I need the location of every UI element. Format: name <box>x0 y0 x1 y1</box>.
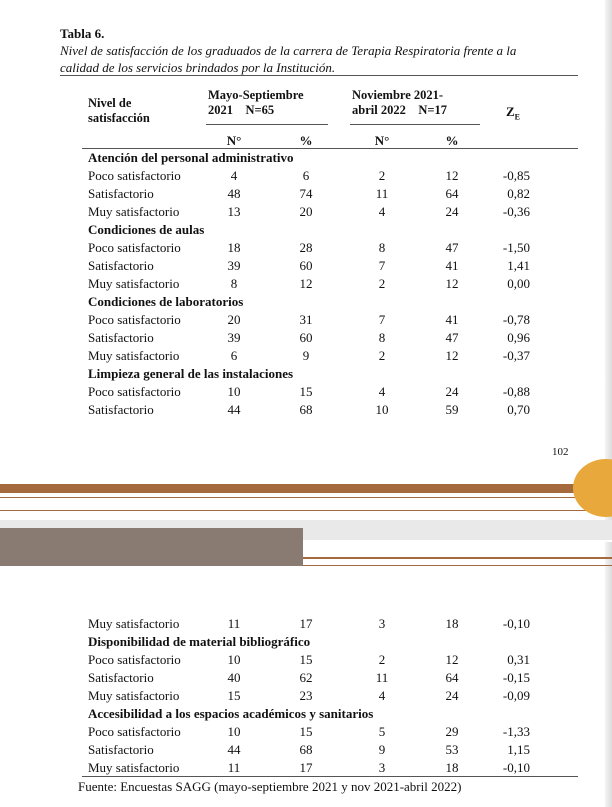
header-period2-line <box>352 103 447 118</box>
cell-p1: 17 <box>299 616 313 631</box>
cell-z: -0,10 <box>502 616 530 631</box>
subheader-rule-2 <box>350 124 480 125</box>
cell-p1: 68 <box>299 402 313 417</box>
cell-n2: 4 <box>378 688 386 703</box>
cell-p2: 64 <box>445 186 459 201</box>
col-p1: % <box>299 133 313 148</box>
cell-n2: 8 <box>378 330 386 345</box>
row-label: Satisfactorio <box>88 330 154 345</box>
cell-n2: 2 <box>378 168 386 183</box>
cell-n2: 8 <box>378 240 386 255</box>
cell-n2: 2 <box>378 276 386 291</box>
row-label: Muy satisfactorio <box>88 348 180 363</box>
section-heading: Accesibilidad a los espacios académicos y sanitarios <box>88 706 374 721</box>
subheader-rule-1 <box>206 124 328 125</box>
cell-n2: 4 <box>378 384 386 399</box>
cell-n1: 15 <box>227 688 241 703</box>
cell-n1: 10 <box>227 652 241 667</box>
header-level <box>88 96 150 126</box>
footer-band <box>0 484 578 493</box>
header-period1-n: N=65 <box>245 103 275 117</box>
footer-line <box>0 497 590 498</box>
cell-p2: 41 <box>445 312 459 327</box>
row-label: Muy satisfactorio <box>88 688 180 703</box>
cell-n1: 39 <box>227 258 241 273</box>
header-period2 <box>352 88 447 118</box>
row-label: Poco satisfactorio <box>88 168 181 183</box>
table-title: Tabla 6. <box>60 26 105 41</box>
header-line <box>303 565 612 566</box>
cell-p1: 20 <box>299 204 313 219</box>
cell-p2: 53 <box>445 742 459 757</box>
header-gray-band <box>0 528 303 566</box>
cell-z: 0,82 <box>507 186 530 201</box>
page-edge-shadow <box>605 0 612 520</box>
cell-p1: 28 <box>299 240 313 255</box>
header-ze-sub: E <box>514 112 521 122</box>
cell-n2: 9 <box>378 742 386 757</box>
cell-p1: 17 <box>299 760 313 775</box>
cell-n1: 10 <box>227 724 241 739</box>
cell-p1: 74 <box>299 186 313 201</box>
header-bottom-rule <box>82 148 578 149</box>
cell-n2: 10 <box>375 402 389 417</box>
cell-n2: 11 <box>375 670 389 685</box>
cell-p1: 15 <box>299 384 313 399</box>
table-caption-line: calidad de los servicios brindados por la Institución. <box>60 60 336 75</box>
cell-p2: 18 <box>445 760 459 775</box>
cell-p2: 41 <box>445 258 459 273</box>
cell-z: 0,31 <box>507 652 530 667</box>
col-n1: N° <box>226 133 242 148</box>
col-p2: % <box>445 133 459 148</box>
cell-z: -0,10 <box>502 760 530 775</box>
cell-n1: 20 <box>227 312 241 327</box>
cell-n2: 7 <box>378 312 386 327</box>
cell-p1: 12 <box>299 276 313 291</box>
cell-p2: 12 <box>445 276 459 291</box>
cell-z: -0,88 <box>502 384 530 399</box>
cell-n1: 11 <box>227 616 241 631</box>
cell-z: 1,15 <box>507 742 530 757</box>
cell-p1: 68 <box>299 742 313 757</box>
col-n2: N° <box>374 133 390 148</box>
cell-z: -0,85 <box>502 168 530 183</box>
section-heading: Disponibilidad de material bibliográfico <box>88 634 311 649</box>
header-ze <box>506 104 520 122</box>
row-label: Poco satisfactorio <box>88 652 181 667</box>
cell-n1: 8 <box>230 276 238 291</box>
cell-z: -0,36 <box>502 204 530 219</box>
cell-p1: 60 <box>299 258 313 273</box>
cell-p2: 24 <box>445 688 459 703</box>
cell-n1: 39 <box>227 330 241 345</box>
footer-line <box>0 510 590 511</box>
row-label: Satisfactorio <box>88 742 154 757</box>
table-caption-line: Nivel de satisfacción de los graduados de la carrera de Terapia Respiratoria frente a la <box>60 43 517 58</box>
header-period1 <box>208 88 304 118</box>
top-rule <box>60 75 578 76</box>
cell-z: -0,78 <box>502 312 530 327</box>
row-label: Poco satisfactorio <box>88 724 181 739</box>
header-period2-line: Noviembre 2021- <box>352 88 444 102</box>
section-heading: Atención del personal administrativo <box>88 150 294 165</box>
row-label: Satisfactorio <box>88 186 154 201</box>
cell-n2: 2 <box>378 652 386 667</box>
header-level-line: Nivel de <box>88 96 132 110</box>
cell-p2: 47 <box>445 330 459 345</box>
cell-n1: 11 <box>227 760 241 775</box>
cell-p2: 12 <box>445 168 459 183</box>
header-period2-dates: abril 2022 <box>352 103 406 117</box>
header-line <box>303 557 612 559</box>
cell-z: 0,70 <box>507 402 530 417</box>
row-label: Muy satisfactorio <box>88 276 180 291</box>
cell-p1: 15 <box>299 724 313 739</box>
row-label: Muy satisfactorio <box>88 204 180 219</box>
page-number: 102 <box>552 446 569 458</box>
cell-n2: 5 <box>378 724 386 739</box>
cell-p1: 62 <box>299 670 313 685</box>
table-source: Fuente: Encuestas SAGG (mayo-septiembre 2021 y nov 2021-abril 2022) <box>78 779 462 794</box>
header-period1-year: 2021 <box>208 103 233 117</box>
cell-n1: 13 <box>227 204 241 219</box>
cell-p2: 12 <box>445 348 459 363</box>
page-edge-shadow-bottom <box>605 542 612 807</box>
cell-p2: 47 <box>445 240 459 255</box>
header-ze-main: Z <box>506 104 515 119</box>
section-heading: Condiciones de laboratorios <box>88 294 244 309</box>
cell-n1: 4 <box>230 168 238 183</box>
cell-n2: 2 <box>378 348 386 363</box>
cell-z: -1,33 <box>502 724 530 739</box>
cell-n1: 40 <box>227 670 241 685</box>
cell-n1: 18 <box>227 240 241 255</box>
row-label: Muy satisfactorio <box>88 616 180 631</box>
cell-p2: 12 <box>445 652 459 667</box>
row-label: Muy satisfactorio <box>88 760 180 775</box>
cell-z: -0,15 <box>502 670 530 685</box>
cell-z: 0,96 <box>507 330 530 345</box>
cell-p2: 24 <box>445 204 459 219</box>
section-heading: Condiciones de aulas <box>88 222 205 237</box>
cell-p1: 15 <box>299 652 313 667</box>
cell-z: -0,37 <box>502 348 530 363</box>
cell-n2: 7 <box>378 258 386 273</box>
table-caption <box>60 42 580 76</box>
row-label: Satisfactorio <box>88 402 154 417</box>
cell-p2: 64 <box>445 670 459 685</box>
cell-n1: 6 <box>230 348 238 363</box>
row-label: Satisfactorio <box>88 258 154 273</box>
row-label: Satisfactorio <box>88 670 154 685</box>
header-period2-n: N=17 <box>418 103 447 117</box>
row-label: Poco satisfactorio <box>88 240 181 255</box>
cell-n2: 3 <box>378 760 386 775</box>
cell-z: -1,50 <box>502 240 530 255</box>
cell-n2: 3 <box>378 616 386 631</box>
cell-n1: 44 <box>227 742 241 757</box>
header-period1-line <box>208 103 304 118</box>
cell-p1: 31 <box>299 312 313 327</box>
cell-p1: 23 <box>299 688 313 703</box>
cell-n1: 44 <box>227 402 241 417</box>
cell-p2: 18 <box>445 616 459 631</box>
section-heading: Limpieza general de las instalaciones <box>88 366 294 381</box>
cell-n2: 11 <box>375 186 389 201</box>
cell-p2: 24 <box>445 384 459 399</box>
cell-p1: 6 <box>302 168 310 183</box>
cell-z: -0,09 <box>502 688 530 703</box>
cell-p1: 9 <box>302 348 310 363</box>
cell-n1: 10 <box>227 384 241 399</box>
header-level-line: satisfacción <box>88 111 150 125</box>
header-period1-line: Mayo-Septiembre <box>208 88 304 102</box>
table-bottom-rule <box>82 776 578 777</box>
row-label: Poco satisfactorio <box>88 384 181 399</box>
cell-n1: 48 <box>227 186 241 201</box>
cell-z: 0,00 <box>507 276 530 291</box>
cell-p1: 60 <box>299 330 313 345</box>
row-label: Poco satisfactorio <box>88 312 181 327</box>
cell-n2: 4 <box>378 204 386 219</box>
cell-z: 1,41 <box>507 258 530 273</box>
cell-p2: 59 <box>445 402 459 417</box>
cell-p2: 29 <box>445 724 459 739</box>
